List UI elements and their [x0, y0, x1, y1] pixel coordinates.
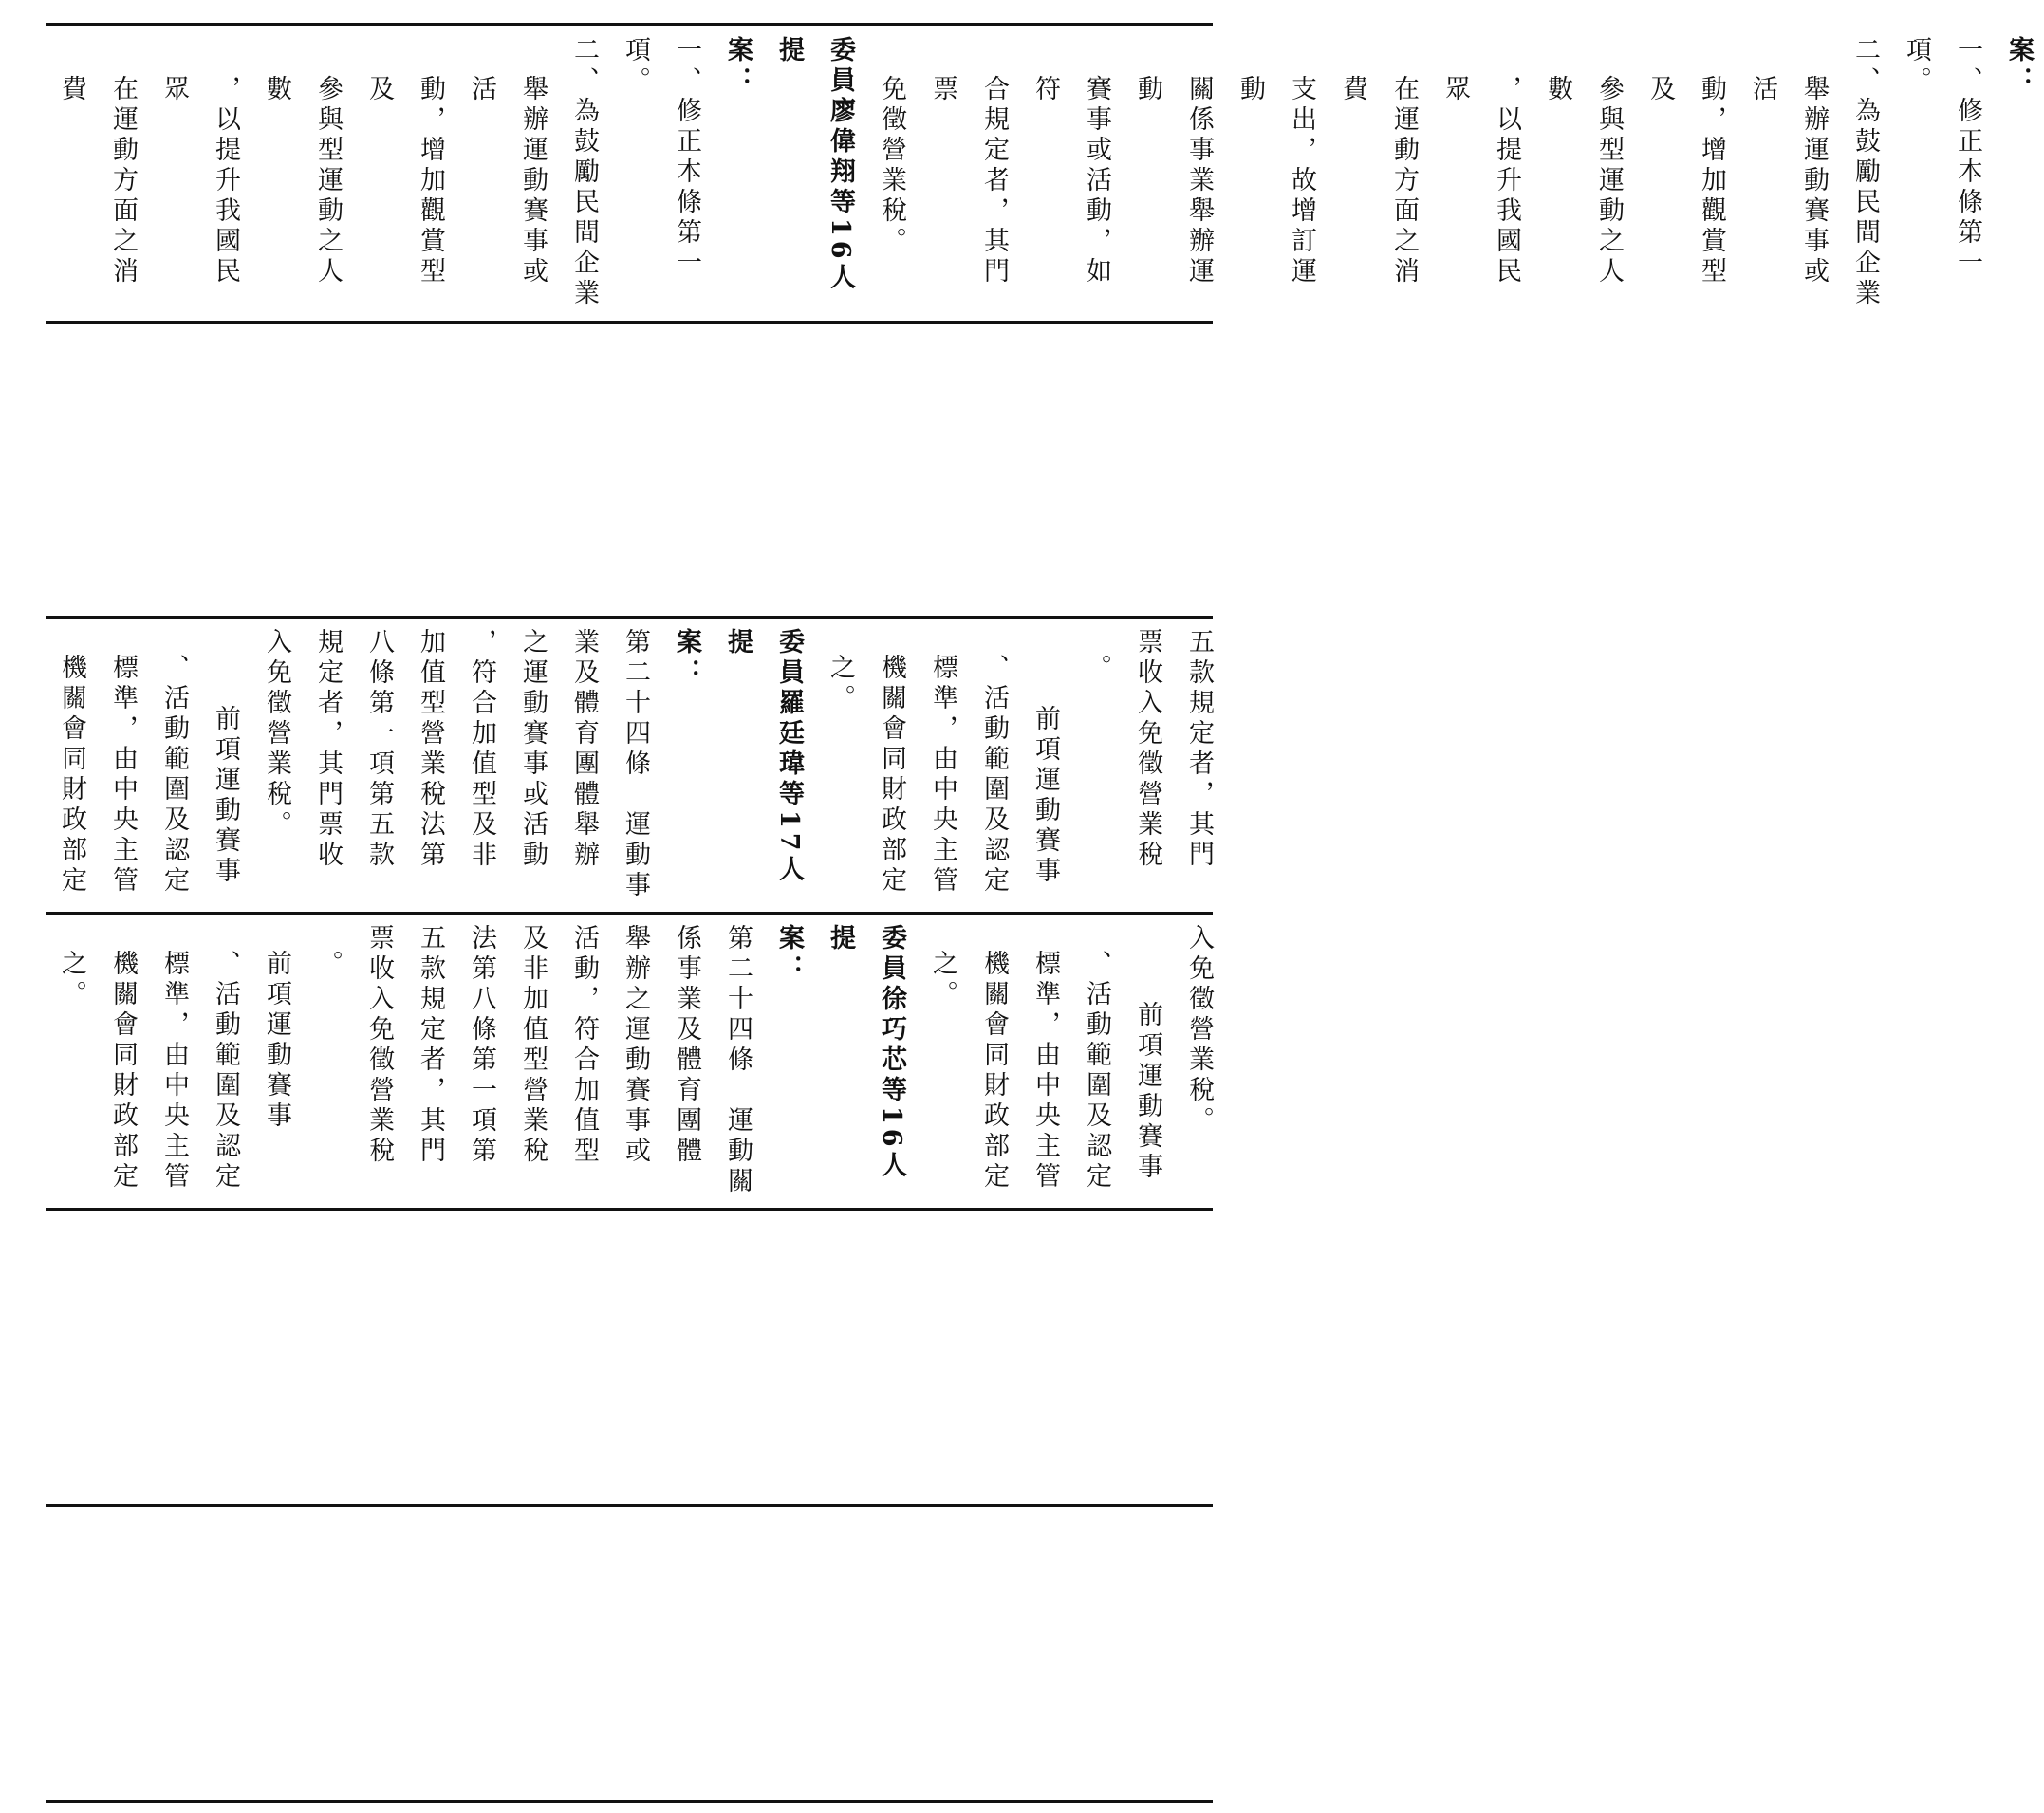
text-line: 之。 [928, 950, 957, 1010]
text-line: 舉辦之運動賽事或 [621, 924, 650, 1167]
text-line: 。 [1082, 654, 1111, 684]
text-line: 機關會同財政部定 [979, 950, 1009, 1193]
text-line: 、活動範圍及認定 [159, 654, 189, 897]
lower-cell-text [46, 924, 1224, 1201]
text-line: 動，增加觀賞型及 [1645, 74, 1726, 287]
text-line: 之運動賽事或活動 [518, 628, 548, 871]
text-line: 案： [774, 924, 804, 985]
text-line: 八條第一項第五款 [364, 628, 394, 871]
text-line: 、活動範圍及認定 [979, 654, 1009, 897]
text-line: 規定者，其門票收 [313, 628, 343, 871]
text-line: 參與型運動之人數 [262, 74, 343, 287]
table-rule [46, 321, 1213, 324]
text-line: 免徵營業稅。 [877, 74, 906, 257]
text-line: 賽事或活動，如符 [1031, 74, 1111, 287]
text-line: 、活動範圍及認定 [1082, 950, 1111, 1193]
text-line: 前項運動賽事 [1031, 705, 1060, 887]
text-line: 舉辦運動賽事或活 [1748, 74, 1829, 287]
text-line: 。 [313, 950, 343, 980]
text-line: 二、為鼓勵民間企業 [1850, 36, 1880, 309]
table-rule [46, 1208, 1213, 1211]
text-line: 在運動方面之消費 [1338, 74, 1419, 287]
text-line: 前項運動賽事 [262, 950, 291, 1132]
text-line: 一、修正本條第一項。 [1902, 36, 1982, 279]
text-line: 機關會同財政部定 [877, 654, 906, 897]
text-line: 在運動方面之消費 [57, 74, 138, 287]
table-rule [46, 616, 1213, 619]
text-line: 之。 [57, 950, 86, 1010]
middle-cell-text [46, 628, 1224, 905]
table-cell-middle [46, 620, 1213, 905]
table-rule [46, 912, 1213, 915]
text-line: 關係事業舉辦運動 [1133, 74, 1214, 287]
article-line: 第二十四條 運動關 [723, 924, 753, 1197]
text-line: 一、修正本條第一項。 [621, 36, 701, 279]
text-line: 支出，故增訂運動 [1236, 74, 1316, 287]
text-line: 法第八條第一項第 [467, 924, 496, 1167]
text-line: 前項運動賽事 [211, 705, 240, 887]
text-line: 標準，由中央主管 [108, 654, 138, 897]
text-line: 五款規定者，其門 [1184, 628, 1214, 871]
text-line: 票收入免徵營業稅 [364, 924, 394, 1167]
table-cell-lower [46, 916, 1213, 1201]
text-line: 參與型運動之人數 [1543, 74, 1624, 287]
proposer-heading: 委員徐巧芯等16人提 [826, 924, 906, 1182]
text-line: 標準，由中央主管 [928, 654, 957, 897]
proposer-heading: 委員廖偉翔等16人提 [774, 36, 855, 294]
table-rule [46, 23, 1213, 26]
top-cell-text [46, 36, 2044, 313]
text-line: 、活動範圍及認定 [211, 950, 240, 1193]
text-line: 係事業及體育團體 [672, 924, 701, 1167]
text-line: 入免徵營業稅。 [1184, 924, 1214, 1137]
text-line: 機關會同財政部定 [108, 950, 138, 1193]
text-line: 動，增加觀賞型及 [364, 74, 445, 287]
text-line: 及非加值型營業稅 [518, 924, 548, 1167]
text-line: 入免徵營業稅。 [262, 628, 291, 841]
text-line: 票收入免徵營業稅 [1133, 628, 1162, 871]
table-cell-top [46, 28, 2034, 313]
article-line: 第二十四條 運動事 [621, 628, 650, 901]
text-line: 案： [2004, 36, 2034, 97]
text-line: 之。 [826, 654, 855, 714]
text-line: 業及體育團體舉辦 [569, 628, 599, 871]
table-rule [46, 1504, 1213, 1507]
text-line: 機關會同財政部定 [57, 654, 86, 897]
text-line: 二、為鼓勵民間企業 [569, 36, 599, 309]
text-line: 活動，符合加值型 [569, 924, 599, 1167]
text-line: 標準，由中央主管 [159, 950, 189, 1193]
text-line: ，符合加值型及非 [467, 628, 496, 871]
text-line: 標準，由中央主管 [1031, 950, 1060, 1193]
text-line: 案： [723, 36, 753, 97]
text-line: ，以提升我國民眾 [1440, 74, 1521, 287]
text-line: 前項運動賽事 [1133, 1001, 1162, 1183]
proposer-heading: 委員羅廷瑋等17人提 [723, 628, 804, 886]
text-line: 五款規定者，其門 [416, 924, 445, 1167]
table-rule [46, 1800, 1213, 1803]
text-line: 案： [672, 628, 701, 689]
text-line: ，以提升我國民眾 [159, 74, 240, 287]
text-line: 舉辦運動賽事或活 [467, 74, 548, 287]
text-line: 加值型營業稅法第 [416, 628, 445, 871]
text-line: 合規定者，其門票 [928, 74, 1009, 287]
